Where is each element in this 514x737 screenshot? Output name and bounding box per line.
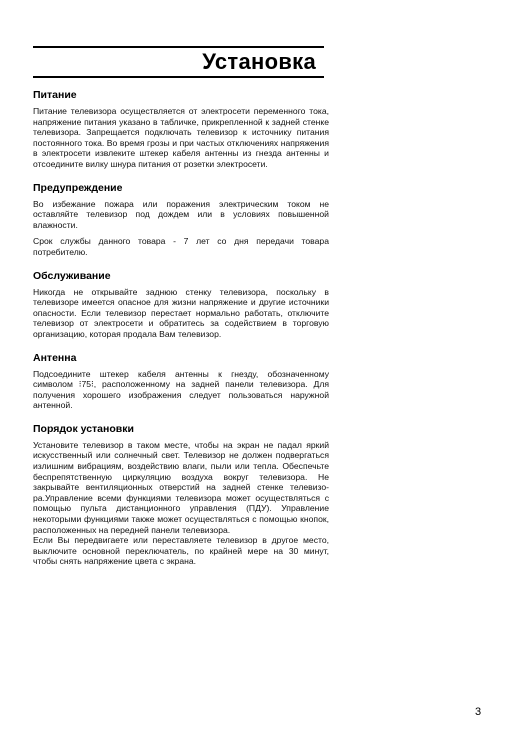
- page-content: [33, 89, 329, 579]
- page-title: Установка: [202, 49, 316, 74]
- section-heading: Питание: [33, 89, 77, 101]
- paragraph: Установите телевизор в таком месте, чтобы на экран не падал яркий искусственный или солнечный свет. Телевизор не должен подвергаться излишним вибрациям, воздействию влаги, пыли или тепла. Обеспечьте беспрепятственную циркуляцию воздуха вокруг телевизора. Не закрывайте вентиляционных отверстий на задней стенке телевизо-ра.Управление всеми функциями телевизора может осуществляться с помощью пульта дистанционного управления (ПДУ). Управление некоторыми функциями также может осуществляться с помощью кнопок, расположенных на передней панели телевизора.: [33, 439, 329, 535]
- paragraph: Срок службы данного товара - 7 лет со дня передачи товара потребителю.: [33, 236, 329, 257]
- section-heading: Порядок установки: [33, 422, 134, 435]
- section-antenna: [33, 352, 329, 411]
- section-heading: Антенна: [33, 351, 77, 364]
- paragraph: Если Вы передвигаете или переставляете телевизор в другое место, выключите основной переключатель, по крайней мере на 30 минут, чтобы снять напряжение цвета с экрана.: [33, 535, 329, 567]
- page-number: 3: [475, 706, 482, 718]
- paragraph: Подсоедините штекер кабеля антенны к гнезду, обозначенному символом ⁝75⁝, расположенному на задней панели телевизора. Для получения хорошего изображения следует пользоваться наружной антенной.: [33, 368, 329, 411]
- section-warning: [33, 182, 329, 258]
- paragraph: Во избежание пожара или поражения электрическим током не оставляйте телевизор под дождем или в условиях повышенной влажности.: [33, 198, 329, 230]
- section-power: [33, 89, 329, 170]
- section-installation: [33, 423, 329, 567]
- page-title-bar: [33, 46, 324, 78]
- paragraph: Питание телевизора осуществляется от электросети переменного тока, напряжение питания указано в табличке, прикрепленной к задней стенке телевизора. Запрещается подключать телевизор к источнику питания постоянного тока. Во время грозы и при частых отключениях напряжения в электросети извлеките штекер кабеля антенны из гнезда антенны и отсоедините вилку шнура питания от розетки электросети.: [33, 106, 329, 169]
- paragraph: Никогда не открывайте заднюю стенку телевизора, поскольку в телевизоре имеется опасное для жизни напряжение и другие источники опасности. Если телевизор перестает нормально работать, отключите телевизор от электросети и обратитесь за содействием в торговую организацию, которая продала Вам телевизор.: [33, 286, 329, 339]
- section-service: [33, 270, 329, 340]
- section-heading: Предупреждение: [33, 181, 123, 194]
- section-heading: Обслуживание: [33, 269, 111, 282]
